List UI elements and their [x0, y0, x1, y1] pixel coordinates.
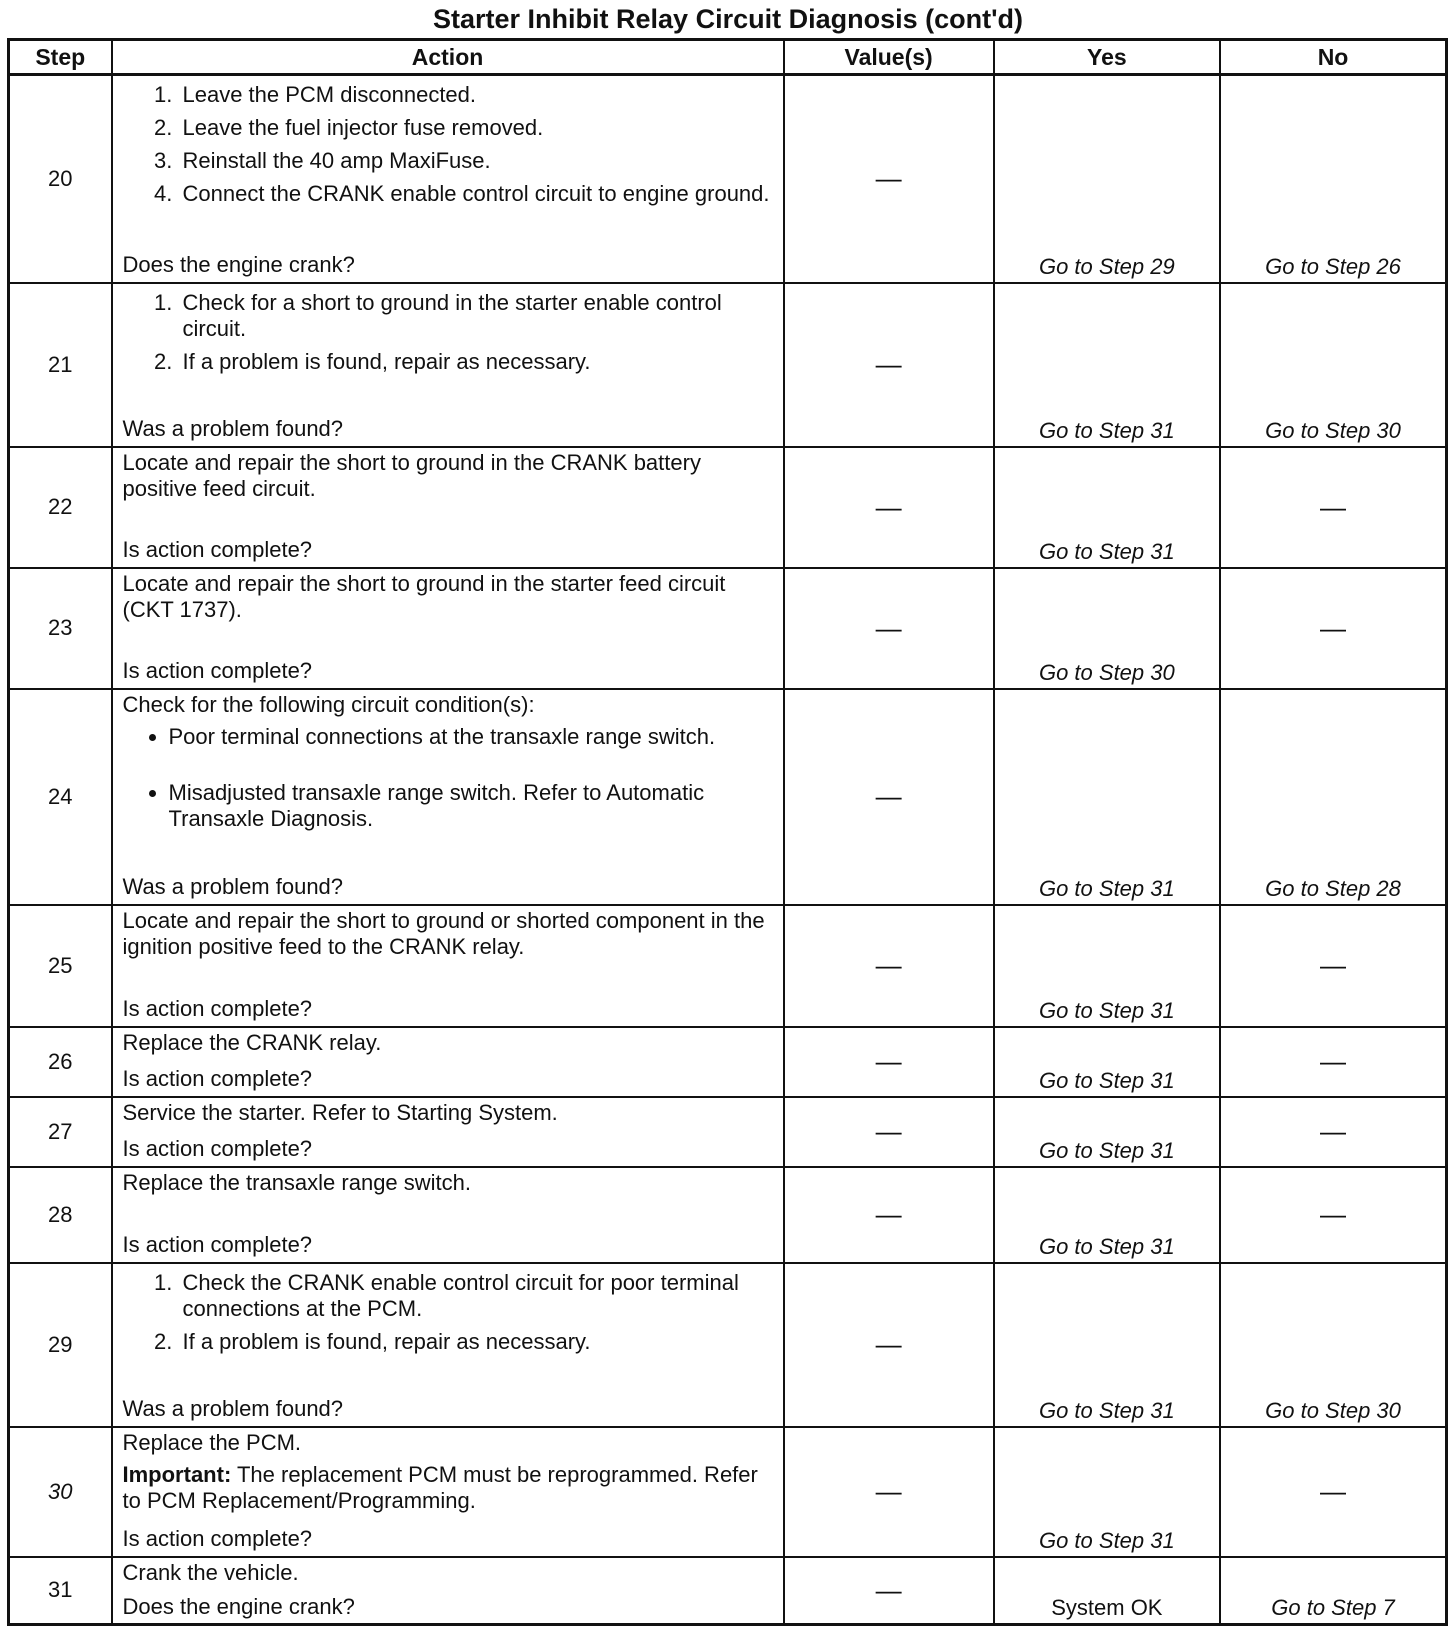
table-row — [9, 1263, 1447, 1427]
value-cell: — — [784, 1027, 994, 1097]
yes-cell: Go to Step 31 — [994, 1263, 1220, 1427]
action-text: Locate and repair the short to ground in the CRANK battery positive feed circuit. — [122, 449, 701, 501]
step-number: 25 — [9, 905, 112, 1027]
value-cell: — — [784, 447, 994, 568]
no-cell: Go to Step 7 — [1220, 1557, 1446, 1625]
no-cell: — — [1220, 1427, 1446, 1557]
step-number: 23 — [9, 568, 112, 689]
action-cell — [112, 1097, 784, 1167]
action-text: Check for the following circuit condition(s): — [122, 691, 535, 717]
action-cell — [112, 689, 784, 905]
action-text: Locate and repair the short to ground or shorted component in the ignition positive feed to the CRANK relay. — [122, 907, 765, 959]
yes-cell: Go to Step 31 — [994, 905, 1220, 1027]
action-question: Was a problem found? — [122, 873, 344, 899]
table-row — [9, 1097, 1447, 1167]
header-yes: Yes — [994, 40, 1220, 75]
header-step: Step — [9, 40, 112, 75]
table-row — [9, 1027, 1447, 1097]
no-cell: Go to Step 30 — [1220, 283, 1446, 447]
action-question: Is action complete? — [122, 995, 313, 1021]
action-question: Is action complete? — [122, 1231, 313, 1257]
header-values: Value(s) — [784, 40, 994, 75]
no-cell: Go to Step 30 — [1220, 1263, 1446, 1427]
table-row — [9, 689, 1447, 905]
value-cell: — — [784, 1427, 994, 1557]
diagnosis-table — [7, 38, 1448, 1626]
yes-cell: Go to Step 31 — [994, 283, 1220, 447]
step-number: 27 — [9, 1097, 112, 1167]
action-question: Is action complete? — [122, 657, 313, 683]
action-cell — [112, 1427, 784, 1557]
step-number: 31 — [9, 1557, 112, 1625]
action-steps — [123, 1270, 775, 1362]
step-number: 29 — [9, 1263, 112, 1427]
list-item: 3. Reinstall the 40 amp MaxiFuse. — [179, 148, 775, 174]
yes-cell: Go to Step 30 — [994, 568, 1220, 689]
condition-list — [123, 724, 775, 832]
action-cell — [112, 1263, 784, 1427]
step-number: 26 — [9, 1027, 112, 1097]
important-label: Important: — [122, 1461, 232, 1487]
list-item: 2. Leave the fuel injector fuse removed. — [179, 115, 775, 141]
yes-cell: Go to Step 31 — [994, 689, 1220, 905]
action-question: Is action complete? — [122, 536, 313, 562]
list-item: 2. If a problem is found, repair as necessary. — [179, 349, 775, 375]
value-cell: — — [784, 1167, 994, 1263]
header-action: Action — [112, 40, 784, 75]
list-item: • Misadjusted transaxle range switch. Refer to Automatic Transaxle Diagnosis. — [169, 780, 775, 832]
action-question: Was a problem found? — [122, 415, 344, 441]
yes-cell: System OK — [994, 1557, 1220, 1625]
action-cell — [112, 568, 784, 689]
value-cell: — — [784, 75, 994, 283]
yes-cell: Go to Step 29 — [994, 75, 1220, 283]
yes-cell: Go to Step 31 — [994, 1027, 1220, 1097]
table-row — [9, 1557, 1447, 1625]
value-cell: — — [784, 905, 994, 1027]
value-cell: — — [784, 1557, 994, 1625]
action-question: Does the engine crank? — [122, 1593, 355, 1619]
action-question: Is action complete? — [122, 1065, 313, 1091]
no-cell: — — [1220, 905, 1446, 1027]
header-no: No — [1220, 40, 1446, 75]
no-cell: — — [1220, 1027, 1446, 1097]
table-row — [9, 75, 1447, 283]
no-cell: — — [1220, 568, 1446, 689]
step-number: 20 — [9, 75, 112, 283]
action-cell — [112, 1027, 784, 1097]
value-cell: — — [784, 283, 994, 447]
table-row — [9, 568, 1447, 689]
table-row — [9, 283, 1447, 447]
table-row — [9, 447, 1447, 568]
important-note — [123, 1462, 775, 1514]
action-cell — [112, 905, 784, 1027]
action-question: Is action complete? — [122, 1525, 313, 1551]
value-cell: — — [784, 1097, 994, 1167]
action-text: Replace the transaxle range switch. — [122, 1169, 472, 1195]
no-cell: Go to Step 26 — [1220, 75, 1446, 283]
step-number: 28 — [9, 1167, 112, 1263]
list-item: 4. Connect the CRANK enable control circuit to engine ground. — [179, 181, 775, 207]
step-number: 30 — [9, 1427, 112, 1557]
action-question: Is action complete? — [122, 1135, 313, 1161]
yes-cell: Go to Step 31 — [994, 1097, 1220, 1167]
value-cell: — — [784, 568, 994, 689]
action-text: Replace the CRANK relay. — [122, 1029, 382, 1055]
step-number: 24 — [9, 689, 112, 905]
list-item: • Poor terminal connections at the transaxle range switch. — [169, 724, 775, 750]
action-question: Does the engine crank? — [122, 252, 355, 277]
action-text: Replace the PCM. — [122, 1429, 302, 1455]
value-cell: — — [784, 1263, 994, 1427]
yes-cell: Go to Step 31 — [994, 1167, 1220, 1263]
header-row — [9, 40, 1447, 75]
action-text: Service the starter. Refer to Starting System. — [122, 1099, 558, 1125]
table-row — [9, 1427, 1447, 1557]
action-cell — [112, 75, 784, 283]
list-item: 1. Leave the PCM disconnected. — [179, 82, 775, 108]
no-cell: Go to Step 28 — [1220, 689, 1446, 905]
list-item: 2. If a problem is found, repair as necessary. — [179, 1329, 775, 1355]
no-cell: — — [1220, 1167, 1446, 1263]
yes-cell: Go to Step 31 — [994, 1427, 1220, 1557]
action-cell — [112, 283, 784, 447]
action-steps — [123, 290, 775, 382]
action-cell — [112, 1557, 784, 1625]
step-number: 21 — [9, 283, 112, 447]
yes-cell: Go to Step 31 — [994, 447, 1220, 568]
action-steps — [123, 82, 775, 214]
action-cell — [112, 447, 784, 568]
action-text: Crank the vehicle. — [122, 1559, 299, 1585]
no-cell: — — [1220, 1097, 1446, 1167]
action-question: Was a problem found? — [122, 1395, 344, 1421]
step-number: 22 — [9, 447, 112, 568]
important-text: The replacement PCM must be reprogrammed. Refer to PCM Replacement/Programming. — [122, 1461, 758, 1513]
table-row — [9, 1167, 1447, 1263]
list-item: 1. Check for a short to ground in the starter enable control circuit. — [179, 290, 775, 342]
action-text: Locate and repair the short to ground in the starter feed circuit (CKT 1737). — [122, 570, 726, 622]
action-cell — [112, 1167, 784, 1263]
value-cell: — — [784, 689, 994, 905]
table-row — [9, 905, 1447, 1027]
page-title: Starter Inhibit Relay Circuit Diagnosis (cont'd) — [433, 4, 1023, 34]
no-cell: — — [1220, 447, 1446, 568]
list-item: 1. Check the CRANK enable control circuit for poor terminal connections at the PCM. — [179, 1270, 775, 1322]
